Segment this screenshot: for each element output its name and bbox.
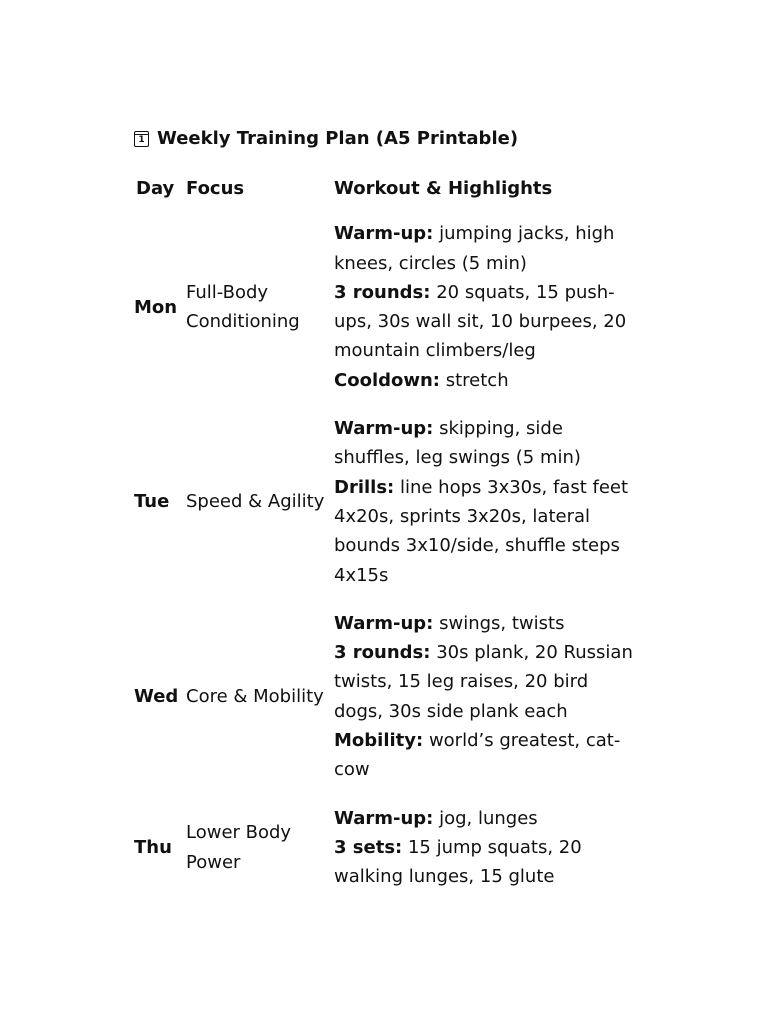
workout-label: 3 sets: xyxy=(334,836,403,858)
workout-line xyxy=(334,638,634,726)
workout-label: Warm-up: xyxy=(334,418,434,440)
header-workout: Workout & Highlights xyxy=(334,178,553,199)
header-day: Day xyxy=(136,178,175,199)
row-workout xyxy=(334,414,634,609)
workout-label: Mobility: xyxy=(334,730,424,752)
workout-label: Warm-up: xyxy=(334,612,434,634)
workout-text: skipping, side shuffles, leg swings (5 min) xyxy=(334,418,581,469)
row-focus: Full-Body Conditioning xyxy=(186,281,300,333)
document-title xyxy=(134,126,644,152)
workout-label: Warm-up: xyxy=(334,807,434,829)
workout-label: Warm-up: xyxy=(334,223,434,245)
workout-label: Drills: xyxy=(334,476,395,498)
workout-text: jog, lunges xyxy=(433,807,538,829)
workout-line xyxy=(334,609,634,638)
workout-text: world’s greatest, cat-cow xyxy=(334,730,621,781)
table-row xyxy=(134,219,634,414)
workout-line xyxy=(334,278,634,366)
row-day: Thu xyxy=(134,836,172,858)
row-focus: Speed & Agility xyxy=(186,491,325,513)
row-workout xyxy=(334,609,634,804)
workout-text: stretch xyxy=(440,369,509,391)
header-focus: Focus xyxy=(186,178,245,199)
table-row xyxy=(134,414,634,609)
workout-label: Cooldown: xyxy=(334,369,441,391)
document-page xyxy=(134,126,644,911)
calendar-icon: 1 xyxy=(134,131,149,147)
training-plan-table xyxy=(134,172,634,911)
workout-line xyxy=(334,414,634,473)
row-workout xyxy=(334,219,634,414)
workout-text: 20 squats, 15 push-ups, 30s wall sit, 10 burpees, 20 mountain climbers/leg xyxy=(334,281,627,362)
workout-text: line hops 3x30s, fast feet 4x20s, sprints 3x20s, lateral bounds 3x10/side, shuffle steps 4x15s xyxy=(334,476,629,586)
workout-line xyxy=(334,726,634,785)
workout-line xyxy=(334,833,634,892)
workout-text: swings, twists xyxy=(433,612,565,634)
workout-line xyxy=(334,219,634,278)
table-header-row xyxy=(134,172,634,219)
row-day: Wed xyxy=(134,686,179,708)
row-focus: Lower Body Power xyxy=(186,822,292,873)
table-row xyxy=(134,804,634,911)
workout-line xyxy=(334,366,634,395)
row-focus: Core & Mobility xyxy=(186,686,324,708)
workout-line xyxy=(334,804,634,833)
workout-line xyxy=(334,473,634,590)
workout-text: 30s plank, 20 Russian twists, 15 leg raises, 20 bird dogs, 30s side plank each xyxy=(334,642,633,722)
document-title-text: Weekly Training Plan (A5 Printable) xyxy=(157,128,519,149)
workout-text: jumping jacks, high knees, circles (5 min) xyxy=(334,223,615,274)
workout-label: 3 rounds: xyxy=(334,281,431,303)
workout-label: 3 rounds: xyxy=(334,642,431,664)
workout-text: 15 jump squats, 20 walking lunges, 15 glute xyxy=(334,836,582,888)
row-day: Mon xyxy=(134,296,178,318)
table-row xyxy=(134,609,634,804)
row-day: Tue xyxy=(134,491,170,513)
row-workout xyxy=(334,804,634,911)
